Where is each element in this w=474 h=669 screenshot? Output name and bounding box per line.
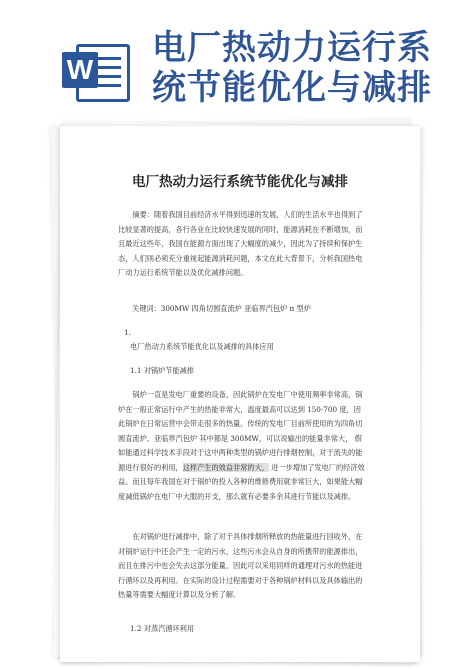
subsection-heading-steam: 1.2 对蒸汽循环利用: [130, 624, 195, 633]
highlighted-text: 这样产生的效益非常的大，: [182, 462, 269, 472]
banner-title-line2: 统节能优化与减排: [152, 68, 432, 108]
document-title: 电厂热动力运行系统节能优化与减排: [132, 174, 348, 190]
banner-title: [152, 28, 452, 108]
boiler-paragraph: [118, 388, 368, 504]
abstract-paragraph: 摘要：随着我国目前经济水平得到迅速的发展，人们的生活水平也得到了比较显著的提高，各行各业在比较快速发展的同时，能源消耗在不断增加，而且最近这些年，我国在能源方面出现了大幅度的减少，因此为了持续和保护生态，人们则必须充分重视起能源消耗问题，本文在此大背景下，分析我国热电厂动力运行系统节能以及优化减排问题。: [118, 210, 363, 277]
boiler-paragraph-text: 锅炉一直是发电厂重要的设备，因此锅炉在发电厂中使用频率非常高，锅炉在一般正常运行中产生的热能非常大，温度最高可以达到 150-700 度，因此锅炉在日常运营中会带走很多的热量。传统的发电厂目前所使用的为四角切圆直流炉、亚临界汽包炉 其中都是 300MW，可以说输出的能量非常大， 假如能通过科学技术手段对于这中两种类型的锅炉进行排烟控制，对于流失的能源进行很好的利用，: [118, 390, 363, 472]
word-document-icon: [62, 38, 126, 102]
list-number: 1.: [124, 328, 131, 337]
section-heading: 电厂热动力系统节能优化以及减排的具体应用: [130, 342, 274, 351]
boiler-paragraph-text-continued: 进一步增加了发电厂的经济效益。而且每年我国在对于锅炉的投入各种的维修费用就非常巨大，如果能大幅度减低锅炉在电厂中大服的开支，那么就有必要多余其进行节能以及减排。: [118, 462, 365, 501]
subsection-heading-boiler: 1.1 对锅炉节能减排: [130, 366, 195, 375]
banner-title-line1: 电厂热动力运行系: [152, 28, 432, 68]
document-page: [60, 126, 420, 662]
wastewater-paragraph: 在对锅炉进行减排中，除了对于具体排烟所释放的热能量进行回收外，在对锅炉运行中还会产生一定的污水，这些污水会从自身的所携带的能源排出，而且在排污中也会失去这部分能量，因此可以采用同样的通理对污水的热能进行循环以及再利用。在实际的设计过程需要对于各种锅炉材料以及具体输出的热量等需要大幅度计算以及分析了解。: [118, 532, 363, 599]
keywords-line: 关键词：300MW 四角切圆直流炉 亚临界汽包炉 π 型炉: [132, 304, 311, 313]
banner: [0, 0, 474, 118]
word-icon-letter: W: [62, 52, 98, 88]
